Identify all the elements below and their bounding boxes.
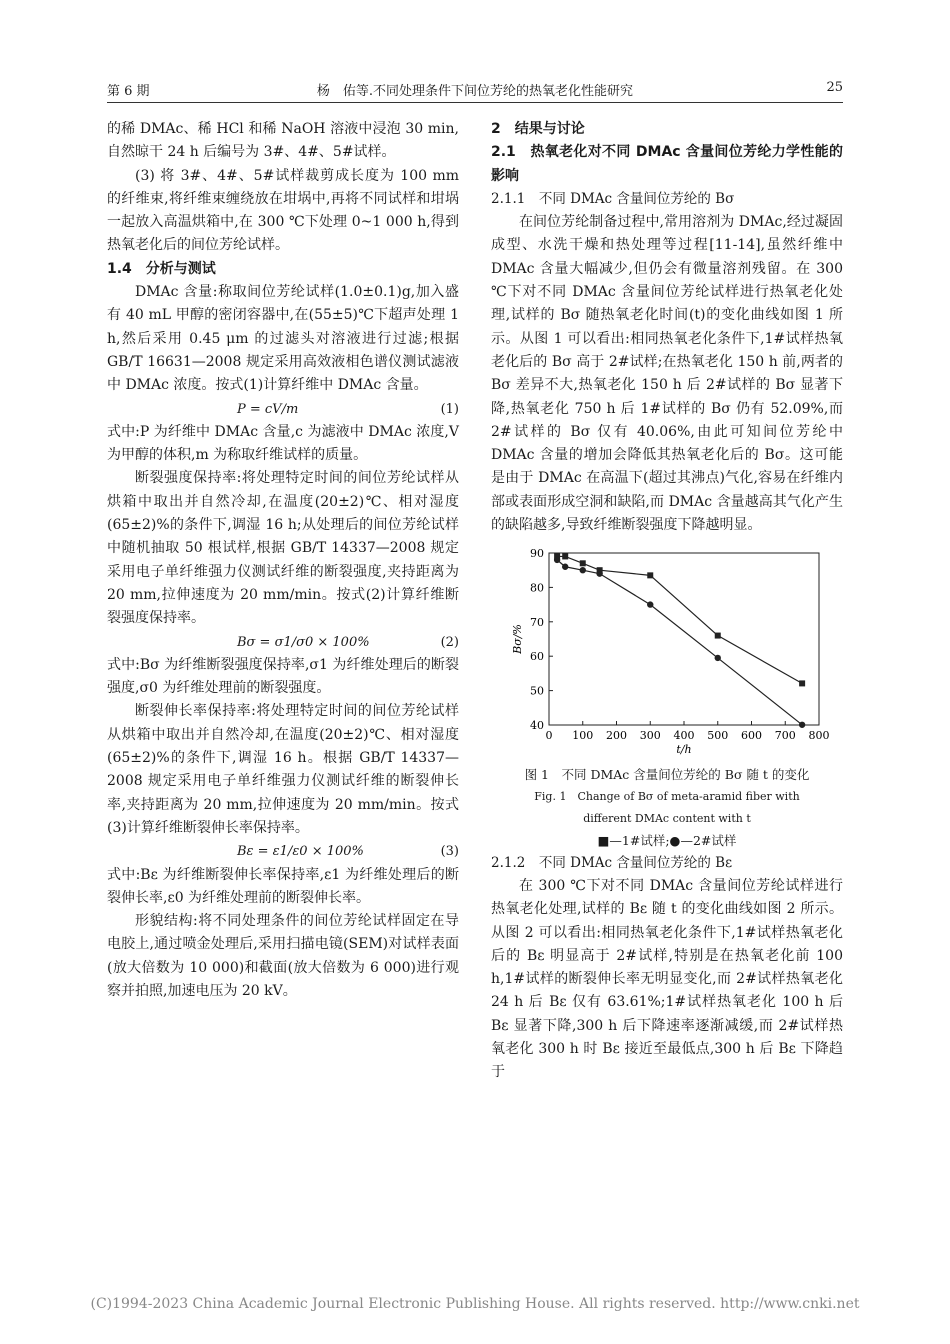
data-point-square xyxy=(580,561,586,567)
running-title: 杨 佑等.不同处理条件下间位芳纶的热氧老化性能研究 xyxy=(316,84,634,99)
x-tick-label: 0 xyxy=(545,729,553,743)
y-tick-label: 70 xyxy=(530,616,544,630)
figure-caption-en-2: different DMAc content with t xyxy=(583,811,751,825)
data-point-circle xyxy=(715,655,721,661)
x-tick-label: 300 xyxy=(639,729,661,743)
x-tick-label: 600 xyxy=(741,729,762,743)
y-tick-label: 90 xyxy=(530,547,544,561)
x-tick-label: 700 xyxy=(774,729,796,743)
data-point-circle xyxy=(799,722,805,728)
data-point-circle xyxy=(596,571,602,577)
paragraph: 在 300 ℃下对不同 DMAc 含量间位芳纶试样进行热氧老化处理,试样的 Bε 随 t 的变化曲线如图 2 所示。从图 2 可以看出:相同热氧老化条件下,1#试样热氧老化后的 Bε 明显高于 2#试样,特别是在热氧老化前 100 h,1#试样的断裂伸长率无明显变化,而 2#试样热氧老化 24 h 后 Bε 仅有 63.61%;1#试样热氧老化 100 h 后 Bε 显著下降,300 h 后下降速率逐渐减缓,而 2#试样热氧老化 300 h 时 Bε 接近至最低点,300 h 后 Bε 下降趋于 xyxy=(491,877,843,1081)
equation-2 xyxy=(107,631,459,654)
paragraph: 的稀 DMAc、稀 HCl 和稀 NaOH 溶液中浸泡 30 min,自然晾干 24 h 后编号为 3#、4#、5#试样。 xyxy=(107,121,459,161)
copyright-footer: (C)1994-2023 China Academic Journal Electronic Publishing House. All rights reserved. http://www.cnki.net xyxy=(90,1296,860,1312)
left-column xyxy=(107,118,459,1003)
data-point-circle xyxy=(647,602,653,608)
figure-caption-cn: 图 1 不同 DMAc 含量间位芳纶的 Bσ 随 t 的变化 xyxy=(524,766,810,782)
page-number: 25 xyxy=(826,80,843,95)
series-line-2 xyxy=(557,560,802,725)
running-header xyxy=(107,78,843,100)
data-point-square xyxy=(647,573,653,579)
data-point-circle xyxy=(562,564,568,570)
line-chart xyxy=(491,545,843,755)
x-tick-label: 100 xyxy=(572,729,594,743)
plot-frame xyxy=(549,553,819,725)
header-rule xyxy=(107,102,843,103)
section-heading: 1.4 分析与测试 xyxy=(107,260,216,277)
equation-body: P = cV/m xyxy=(237,401,299,417)
paragraph: 断裂强度保持率:将处理特定时间的间位芳纶试样从烘箱中取出并自然冷却,在温度(20±2)℃、相对湿度(65±2)%的条件下,调湿 16 h;从处理后的间位芳纶试样中随机抽取 50 根试样,根据 GB/T 14337—2008 规定采用电子单纤维强力仪测试纤维的断裂强度,夹持距离为 20 mm,拉伸速度为 20 mm/min。按式(2)计算纤维断裂强度保持率。 xyxy=(107,470,459,627)
right-column xyxy=(491,118,843,1085)
data-point-square xyxy=(799,681,805,687)
equation-number: (1) xyxy=(440,401,459,417)
paragraph: 式中:P 为纤维中 DMAc 含量,c 为滤液中 DMAc 浓度,V 为甲醇的体积,m 为称取纤维试样的质量。 xyxy=(107,423,459,464)
issue-number: 第 6 期 xyxy=(107,84,150,99)
chart-marks xyxy=(554,554,805,729)
subsubsection-heading: 2.1.2 不同 DMAc 含量间位芳纶的 Bε xyxy=(491,854,733,871)
paragraph: 在间位芳纶制备过程中,常用溶剂为 DMAc,经过凝固成型、水洗干燥和热处理等过程[11-14],虽然纤维中 DMAc 含量大幅减少,但仍会有微量溶剂残留。在 300 ℃下对不同 DMAc 含量间位芳纶试样进行热氧老化处理,试样的 Bσ 随热氧老化时间(t)的变化曲线如图 1 所示。从图 1 可以看出:相同热氧老化条件下,1#试样热氧老化后的 Bσ 高于 2#试样;在热氧老化 150 h 前,两者的 Bσ 差异不大,热氧老化 150 h 后 2#试样的 Bσ 显著下降,热氧老化 750 h 后 1#试样的 Bσ 仍有 52.09%,而 2#试样的 Bσ 仅有 40.06%,由此可知间位芳纶中 DMAc 含量的增加会降低其热氧老化后的 Bσ。这可能是由于 DMAc 在高温下(超过其沸点)气化,容易在纤维内部或表面形成空洞和缺陷,而 DMAc 含量越高其气化产生的缺陷越多,导致纤维断裂强度下降越明显。 xyxy=(491,214,843,534)
equation-number: (3) xyxy=(440,844,459,860)
figure-1 xyxy=(491,545,843,851)
y-tick-label: 80 xyxy=(530,581,544,595)
series-line-1 xyxy=(557,557,802,684)
data-point-square xyxy=(715,633,721,639)
x-tick-label: 500 xyxy=(707,729,729,743)
y-tick-label: 50 xyxy=(530,684,544,698)
equation-body: Bσ = σ1/σ0 × 100% xyxy=(237,634,370,650)
equation-3 xyxy=(107,840,459,863)
subsubsection-heading: 2.1.1 不同 DMAc 含量间位芳纶的 Bσ xyxy=(491,190,735,207)
x-tick-label: 800 xyxy=(808,729,830,743)
chart-axes xyxy=(511,547,830,755)
figure-caption-en-1: Fig. 1 Change of Bσ of meta-aramid fiber with xyxy=(534,789,800,803)
subsection-heading: 2.1 热氧老化对不同 DMAc 含量间位芳纶力学性能的影响 xyxy=(491,144,843,184)
data-point-circle xyxy=(554,557,560,563)
paragraph: 式中:Bσ 为纤维断裂强度保持率,σ1 为纤维处理后的断裂强度,σ0 为纤维处理前的断裂强度。 xyxy=(107,656,459,697)
y-axis-label: Bσ/% xyxy=(511,624,524,655)
x-tick-label: 400 xyxy=(673,729,695,743)
equation-body: Bε = ε1/ε0 × 100% xyxy=(237,844,364,860)
equation-number: (2) xyxy=(440,634,459,650)
equation-1 xyxy=(107,398,459,421)
figure-legend: ■—1#试样;●—2#试样 xyxy=(597,832,737,848)
paragraph: 形貌结构:将不同处理条件的间位芳纶试样固定在导电胶上,通过喷金处理后,采用扫描电镜(SEM)对试样表面(放大倍数为 10 000)和截面(放大倍数为 6 000)进行观察并拍照,加速电压为 20 kV。 xyxy=(107,913,459,999)
y-tick-label: 40 xyxy=(530,719,544,733)
paragraph: 断裂伸长率保持率:将处理特定时间的间位芳纶试样从烘箱中取出并自然冷却,在温度(20±2)℃、相对湿度(65±2)%的条件下,调湿 16 h。根据 GB/T 14337—2008 规定采用电子单纤维强力仪测试纤维的断裂伸长率,夹持距离为 20 mm,拉伸速度为 20 mm/min。按式(3)计算纤维断裂伸长率保持率。 xyxy=(107,703,459,836)
y-tick-label: 60 xyxy=(530,650,544,664)
x-tick-label: 200 xyxy=(606,729,627,743)
section-heading: 2 结果与讨论 xyxy=(491,121,585,137)
paragraph: (3) 将 3#、4#、5#试样裁剪成长度为 100 mm 的纤维束,将纤维束缠绕放在坩埚中,再将不同试样和坩埚一起放入高温烘箱中,在 300 ℃下处理 0~1 000 h,得到热氧老化后的间位芳纶试样。 xyxy=(107,167,459,254)
data-point-square xyxy=(562,554,568,560)
x-axis-label: t/h xyxy=(676,743,692,756)
paragraph: DMAc 含量:称取间位芳纶试样(1.0±0.1)g,加入盛有 40 mL 甲醇的密闭容器中,在(55±5)℃下超声处理 1 h,然后采用 0.45 μm 的过滤头对溶液进行过滤;根据 GB/T 16631—2008 规定采用高效液相色谱仪测试滤液中 DMAc 浓度。按式(1)计算纤维中 DMAc 含量。 xyxy=(107,284,459,394)
paragraph: 式中:Bε 为纤维断裂伸长率保持率,ε1 为纤维处理后的断裂伸长率,ε0 为纤维处理前的断裂伸长率。 xyxy=(107,866,459,906)
data-point-circle xyxy=(580,567,586,573)
